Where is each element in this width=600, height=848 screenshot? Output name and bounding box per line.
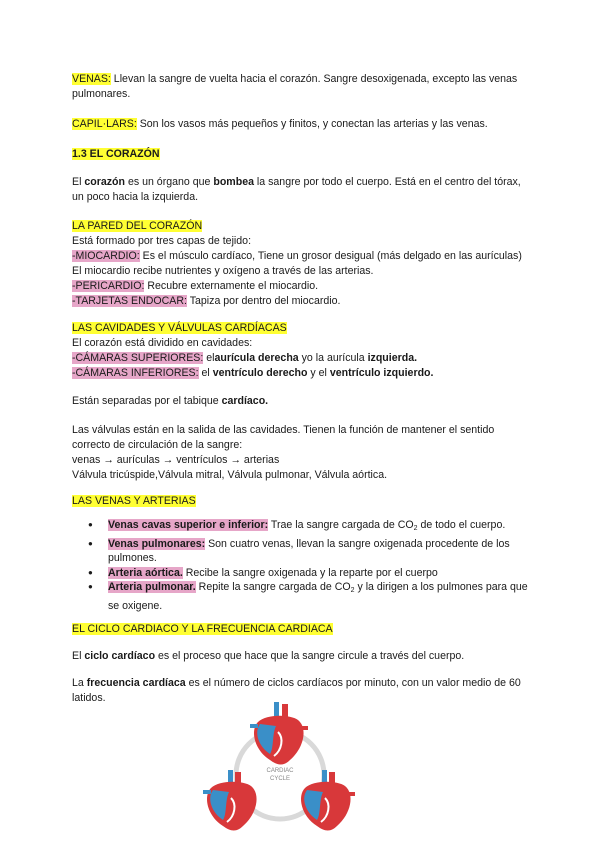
heart-illustration-left	[203, 770, 257, 831]
intro-paragraph	[72, 175, 532, 205]
valvulas-block	[72, 423, 532, 483]
venas-arterias-list	[88, 518, 538, 613]
endocar-term: -TARJETAS ENDOCAR:	[72, 295, 187, 307]
cycle-label-line1: CARDIAC	[266, 768, 294, 774]
separadas-text: Están separadas por el tabique	[72, 395, 222, 407]
camaras-inferiores-term: -CÁMARAS INFERIORES:	[72, 367, 199, 379]
cardiac-cycle-figure	[195, 700, 365, 840]
valvulas-text-2: venas → aurículas → ventrículos → arterias	[72, 454, 280, 466]
list-item	[88, 537, 538, 566]
sup-bold-auricula-derecha: aurícula derecha	[214, 352, 299, 364]
list-item-text-post: de todo el cuerpo.	[417, 519, 506, 531]
miocardio-line	[72, 249, 532, 279]
sup-bold-izquierda: izquierda.	[367, 352, 418, 364]
capilares-paragraph	[72, 117, 532, 132]
subscript: 2	[413, 525, 418, 532]
endocar-line	[72, 294, 532, 309]
list-item	[88, 566, 538, 581]
separadas-paragraph	[72, 394, 532, 409]
list-item	[88, 518, 538, 537]
intro-text-c: es un órgano que	[125, 176, 214, 188]
ciclo-bold: ciclo cardíaco	[84, 650, 156, 662]
capilares-text: Son los vasos más pequeños y finitos, y conectan las arterias y las venas.	[136, 118, 488, 130]
list-item	[88, 580, 538, 613]
camaras-inferiores-line	[72, 366, 532, 381]
venas-arterias-heading-line	[72, 494, 532, 509]
section-title	[72, 147, 532, 162]
list-item-text: Repite la sangre cargada de CO	[195, 581, 351, 593]
valvulas-text-3: Válvula tricúspide,Válvula mitral, Válvula pulmonar, Válvula aórtica.	[72, 469, 388, 481]
pericardio-text: Recubre externamente el miocardio.	[144, 280, 319, 292]
inf-bold-ventriculo-izquierdo: ventrículo izquierdo.	[329, 367, 434, 379]
heart-illustration-top	[250, 702, 308, 765]
capilares-term: CAPIL·LARS:	[72, 118, 137, 130]
pared-block	[72, 219, 532, 309]
venas-arterias-heading: LAS VENAS Y ARTERIAS	[72, 495, 196, 507]
camaras-superiores-term: -CÁMARAS SUPERIORES:	[72, 352, 204, 364]
venas-term: VENAS:	[72, 73, 111, 85]
intro-bold-bombea: bombea	[213, 176, 254, 188]
frecuencia-text-c: es el número de ciclos cardíacos por minuto, con un valor medio de 60 latidos.	[72, 677, 521, 704]
frecuencia-text-a: La	[72, 677, 87, 689]
valvulas-text-1: Las válvulas están en la salida de las cavidades. Tienen la función de mantener el sentido correcto de circulación de la sangre:	[72, 424, 495, 451]
list-item-term: Arteria pulmonar.	[108, 581, 196, 593]
list-item-term: Venas cavas superior e inferior:	[108, 519, 269, 531]
list-item-term: Venas pulmonares:	[108, 537, 206, 550]
list-item-text: Trae la sangre cargada de CO	[268, 519, 414, 531]
inf-text-c: y el	[307, 367, 330, 379]
venas-text: Llevan la sangre de vuelta hacia el corazón. Sangre desoxigenada, excepto las venas pulmonares.	[72, 73, 518, 100]
sup-text-c: yo la aurícula	[298, 352, 368, 364]
miocardio-text: Es el músculo cardíaco, Tiene un grosor desigual (más delgado en las aurículas) El miocardio recibe nutrientes y oxígeno a través de las arterias.	[72, 250, 522, 277]
section-title-text: 1.3 EL CORAZÓN	[72, 148, 160, 160]
ciclo-heading: EL CICLO CARDIACO Y LA FRECUENCIA CARDIACA	[72, 623, 333, 635]
subscript: 2	[350, 587, 355, 594]
ciclo-text-a: El	[72, 650, 85, 662]
inf-text-a: el	[198, 367, 213, 379]
intro-text-d: la sangre por todo el cuerpo. Está en el centro del tórax, un poco hacia la izquierda.	[72, 176, 521, 203]
pericardio-line	[72, 279, 532, 294]
pared-heading: LA PARED DEL CORAZÓN	[72, 220, 203, 232]
cavidades-line1: El corazón está dividido en cavidades:	[72, 337, 253, 349]
endocar-text: Tapiza por dentro del miocardio.	[186, 295, 341, 307]
venas-paragraph	[72, 72, 532, 102]
heart-illustration-right	[301, 770, 355, 831]
separadas-bold: cardíaco.	[221, 395, 269, 407]
list-item-term: Arteria aórtica.	[108, 566, 183, 579]
miocardio-term: -MIOCARDIO:	[72, 250, 140, 262]
list-item-text-post: y la dirigen a los pulmones para que se oxigene.	[108, 581, 528, 612]
pericardio-term: -PERICARDIO:	[72, 280, 145, 292]
ciclo-heading-line	[72, 622, 532, 637]
ciclo-paragraph-1	[72, 649, 532, 664]
list-item-text: Recibe la sangre oxigenada y la reparte por el cuerpo	[182, 566, 438, 579]
pared-line1: Está formado por tres capas de tejido:	[72, 235, 252, 247]
camaras-superiores-line	[72, 351, 532, 366]
intro-text-a: El	[72, 176, 85, 188]
sup-text-a: el	[203, 352, 215, 364]
cavidades-block	[72, 321, 532, 381]
inf-bold-ventriculo-derecho: ventrículo derecho	[212, 367, 308, 379]
intro-bold-corazon: corazón	[84, 176, 125, 188]
frecuencia-bold: frecuencia cardíaca	[86, 677, 186, 689]
list-item-text: Son cuatro venas, llevan la sangre oxigenada procedente de los pulmones.	[108, 537, 510, 564]
cavidades-heading: LAS CAVIDADES Y VÁLVULAS CARDÍACAS	[72, 322, 287, 334]
ciclo-text-c: es el proceso que hace que la sangre circule a través del cuerpo.	[155, 650, 465, 662]
cycle-label-line2: CYCLE	[269, 776, 291, 782]
